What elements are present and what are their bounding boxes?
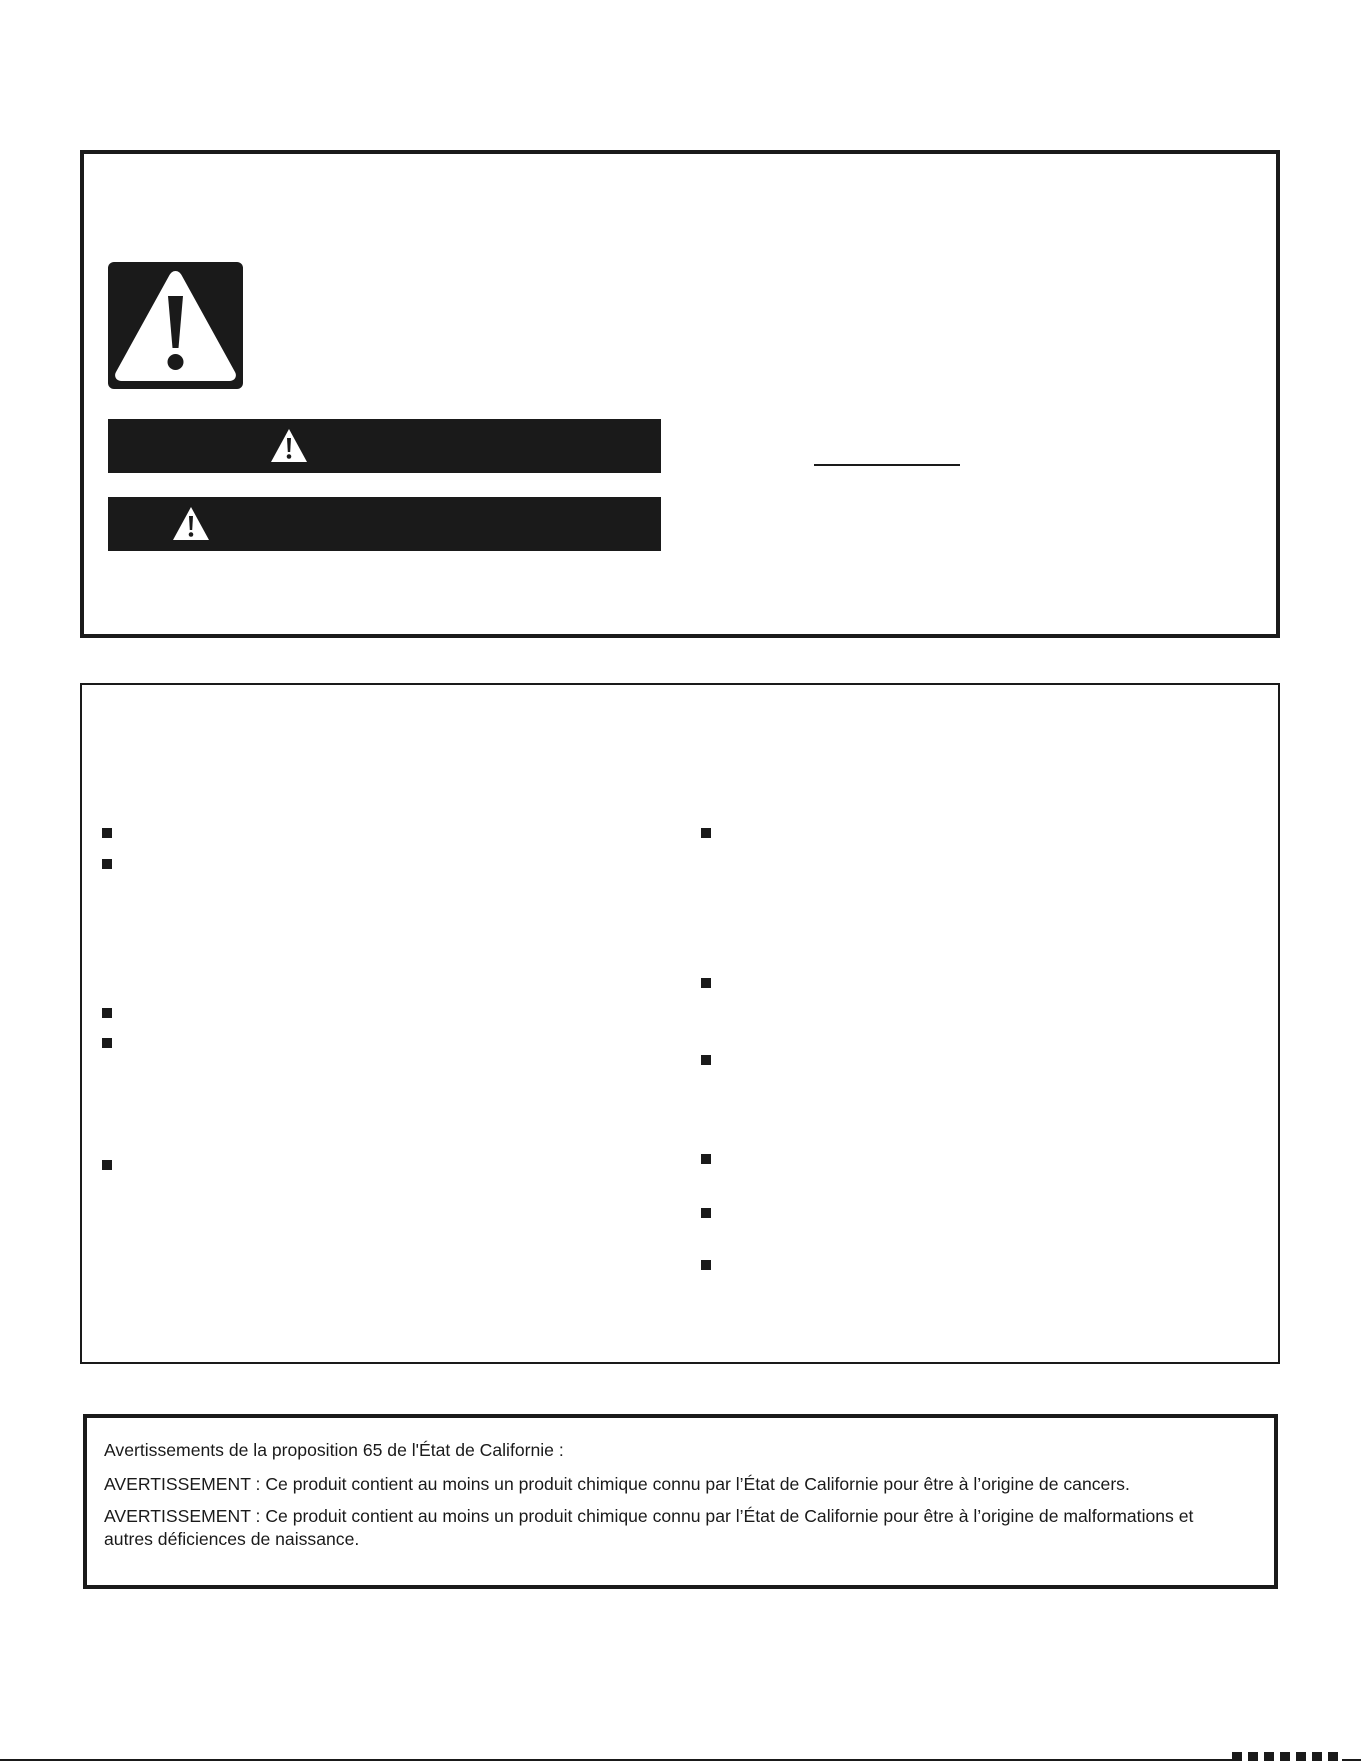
square-bullet-icon [701, 978, 711, 988]
prop65-text-block [104, 1439, 1244, 1560]
square-bullet-icon [102, 1160, 112, 1170]
square-bullet-icon [102, 1008, 112, 1018]
square-bullet-icon [701, 1154, 711, 1164]
prop65-birth-defects-warning: AVERTISSEMENT : Ce produit contient au moins un produit chimique connu par l’État de Californie pour être à l’origine de malformations et autres déficiences de naissance. [104, 1506, 1194, 1549]
prop65-warning-box [83, 1414, 1278, 1589]
square-bullet-icon [701, 1208, 711, 1218]
danger-alert-triangle-icon [270, 428, 308, 464]
square-bullet-icon [701, 828, 711, 838]
footer-mark [1232, 1752, 1342, 1761]
square-bullet-icon [701, 1260, 711, 1270]
square-bullet-icon [102, 828, 112, 838]
danger-signal-bar [108, 419, 661, 473]
safety-instructions-box [80, 683, 1280, 1364]
square-bullet-icon [102, 1038, 112, 1048]
square-bullet-icon [102, 859, 112, 869]
square-bullet-icon [701, 1055, 711, 1065]
underlined-rule [814, 464, 960, 466]
prop65-cancer-warning: AVERTISSEMENT : Ce produit contient au moins un produit chimique connu par l’État de Californie pour être à l’origine de cancers. [104, 1474, 1130, 1494]
safety-alert-symbol-icon [108, 262, 243, 389]
warning-alert-triangle-icon [172, 506, 210, 542]
prop65-heading: Avertissements de la proposition 65 de l'État de Californie : [104, 1440, 564, 1460]
warning-signal-bar [108, 497, 661, 551]
safety-information-box [80, 150, 1280, 638]
